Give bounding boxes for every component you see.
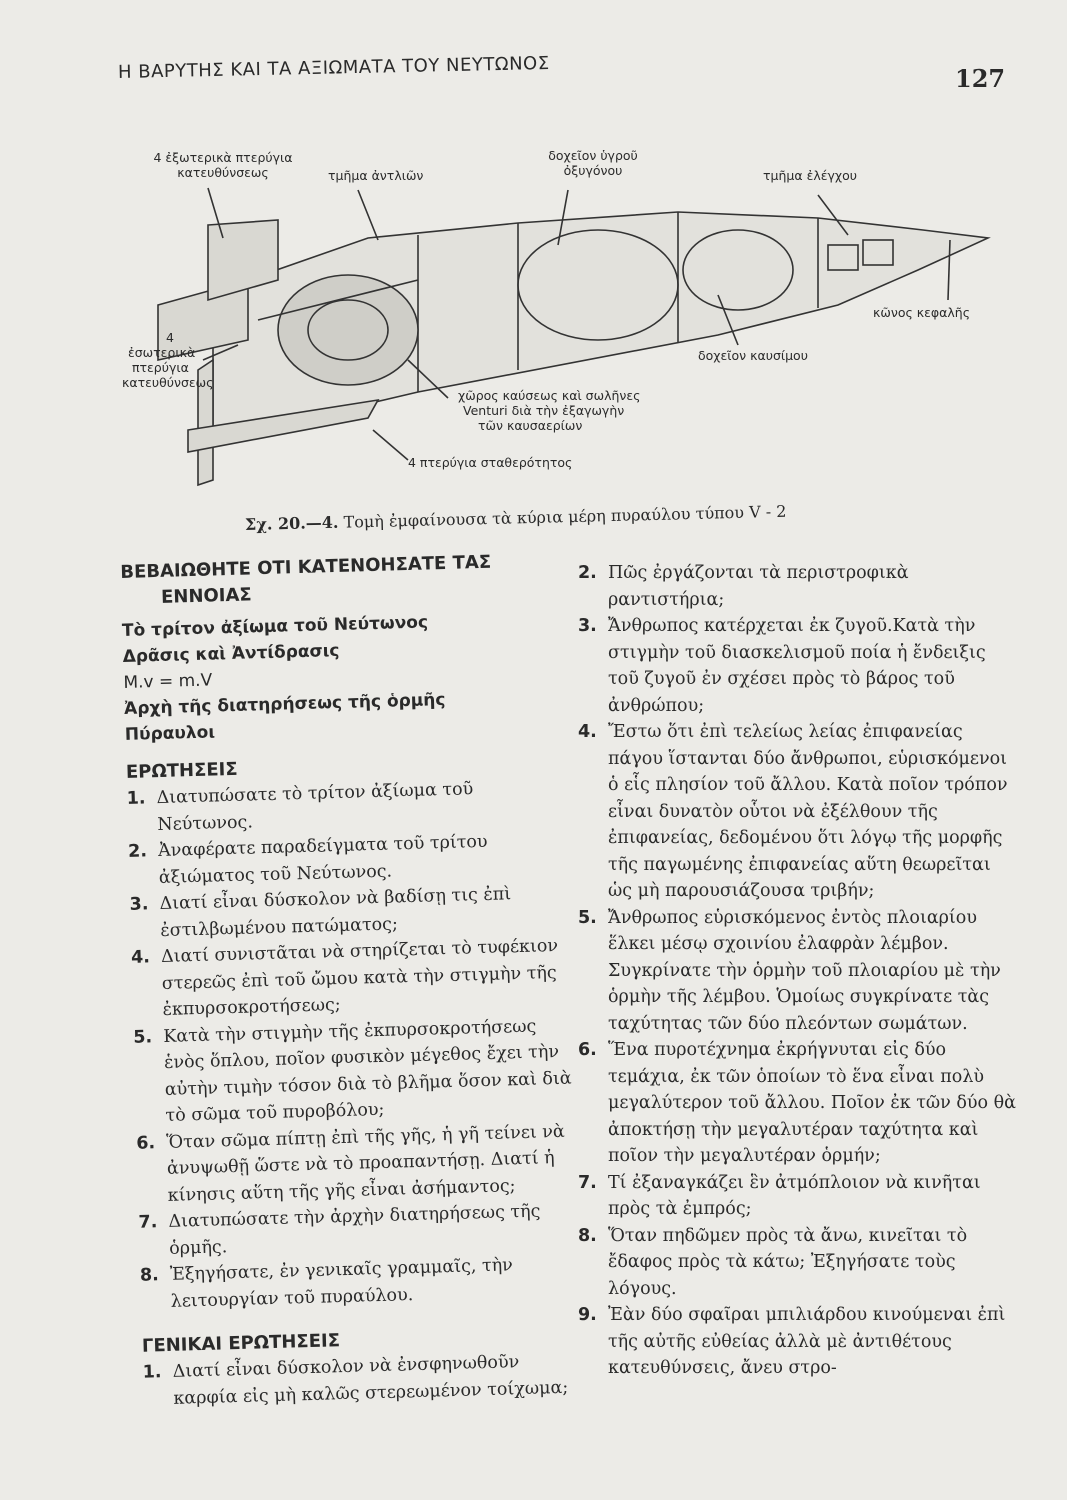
question-number: 1. bbox=[126, 788, 146, 809]
concept-item: Δρᾶσις καὶ Ἀντίδρασις bbox=[122, 640, 340, 667]
general-question-item bbox=[578, 1037, 1018, 1170]
question-item bbox=[133, 1012, 576, 1130]
left-column bbox=[120, 548, 584, 1413]
question-number: 3. bbox=[578, 616, 597, 636]
question-number: 6. bbox=[136, 1132, 156, 1154]
question-text: Ἕνα πυροτέχνημα ἐκρήγνυται εἰς δύο τεμάχια, ἐκ τῶν ὁποίων τὸ ἕνα εἶναι πολὺ μεγαλύτερον τοῦ ἄλλου. Ποῖον ἐκ τῶν δύο θὰ ἀποκτήσῃ τὴν μεγαλυτέραν ταχύτητα καὶ ποῖον τὴν μεγαλυτέραν ὁρμήν; bbox=[608, 1040, 1017, 1166]
concepts-title-line2: ΕΝΝΟΙΑΣ bbox=[160, 584, 252, 608]
question-text: Διατί συνιστᾶται νὰ στηρίζεται τὸ τυφέκιον στερεῶς ἐπὶ τοῦ ὤμου κατὰ τὴν στιγμὴν τῆς ἐκπυρσοκροτήσεως; bbox=[160, 935, 559, 1020]
label-control-section: τμῆμα ἐλέγχου bbox=[763, 168, 857, 183]
question-text: Τί ἐξαναγκάζει ἓν ἀτμόπλοιον νὰ κινῆται πρὸς τὰ ἐμπρός; bbox=[608, 1172, 981, 1219]
question-text: Ἄνθρωπος εὑρισκόμενος ἐντὸς πλοιαρίου ἕλκει μέσῳ σχοινίου ἐλαφρὰν λέμβον. Συγκρίνατε τὴν ὁρμὴν τοῦ πλοιαρίου μὲ τὴν ὁρμὴν τῆς λέμβου. Ὁμοίως συγκρίνατε τὰς ταχύτητας τῶν δύο πλεόντων σωμάτων. bbox=[608, 907, 1001, 1034]
question-number: 7. bbox=[578, 1172, 597, 1193]
question-number: 2. bbox=[578, 563, 597, 583]
label-internal-fins-4: κατευθύνσεως bbox=[122, 375, 214, 390]
general-question-item bbox=[578, 1223, 1018, 1303]
label-internal-fins-3: πτερύγια bbox=[132, 360, 189, 375]
question-text: Ὅταν σῶμα πίπτῃ ἐπὶ τῆς γῆς, ἡ γῆ τείνει νὰ ἀνυψωθῇ ὥστε νὰ τὸ προαπαντήσῃ. Διατί ἡ κίνησις αὕτη τῆς γῆς εἶναι ἀσήμαντος; bbox=[166, 1121, 566, 1206]
label-nose-cone: κῶνος κεφαλῆς bbox=[873, 305, 971, 320]
label-internal-fins-2: ἐσωτερικὰ bbox=[128, 345, 196, 360]
question-number: 2. bbox=[127, 841, 148, 862]
rocket-diagram bbox=[118, 130, 998, 500]
question-number: 6. bbox=[578, 1040, 597, 1060]
question-text: Ἄνθρωπος κατέρχεται ἐκ ζυγοῦ.Κατὰ τὴν στιγμὴν τοῦ διασκελισμοῦ ποία ἡ ἔνδειξις τοῦ ζυγοῦ ἐν σχέσει πρὸς τὸ βάρος τοῦ ἀνθρώπου; bbox=[608, 616, 986, 716]
general-question-item bbox=[578, 560, 1018, 613]
general-question-item bbox=[578, 1170, 1018, 1223]
question-number: 4. bbox=[130, 947, 151, 968]
question-number: 4. bbox=[578, 722, 597, 742]
concept-item: Τὸ τρίτον ἀξίωμα τοῦ Νεύτωνος bbox=[121, 612, 429, 641]
figure-caption-text: Τομὴ ἐμφαίνουσα τὰ κύρια μέρη πυραύλου τύπου V - 2 bbox=[343, 501, 787, 532]
label-internal-fins-1: 4 bbox=[166, 330, 174, 345]
question-number: 5. bbox=[578, 907, 597, 928]
page-number: 127 bbox=[955, 64, 1006, 93]
page-header-title: Η ΒΑΡΥΤΗΣ ΚΑΙ ΤΑ ΑΞΙΩΜΑΤΑ ΤΟΥ ΝΕΥΤΩΝΟΣ bbox=[117, 52, 550, 83]
question-text: Ἐξηγήσατε, ἐν γενικαῖς γραμμαῖς, τὴν λειτουργίαν τοῦ πυραύλου. bbox=[169, 1255, 514, 1312]
question-text: Πῶς ἐργάζονται τὰ περιστροφικὰ ραντιστήρια; bbox=[608, 563, 909, 610]
question-number: 5. bbox=[133, 1026, 153, 1048]
label-external-fins: 4 ἐξωτερικὰ πτερύγια κατευθύνσεως bbox=[153, 150, 293, 180]
concepts-title-line1: ΒΕΒΑΙΩΘΗΤΕ ΟΤΙ ΚΑΤΕΝΟΗΣΑΤΕ ΤΑΣ bbox=[120, 551, 492, 583]
concept-item: Πύραυλοι bbox=[124, 722, 216, 745]
question-item bbox=[131, 933, 573, 1025]
label-stabilizer-fins: 4 πτερύγια σταθερότητος bbox=[408, 455, 573, 470]
question-text: Διατυπώσατε τὸ τρίτον ἀξίωμα τοῦ Νεύτωνος. bbox=[156, 779, 474, 835]
general-question-item bbox=[578, 1302, 1018, 1382]
question-number: 1. bbox=[142, 1362, 162, 1383]
question-text: Ἔστω ὅτι ἐπὶ τελείως λείας ἐπιφανείας πάγου ἵστανται δύο ἄνθρωποι, εὑρισκόμενοι ὁ εἷς πλησίον τοῦ ἄλλου. Κατὰ ποῖον τρόπον εἶναι δυνατὸν οὗτοι νὰ ἐξέλθουν τῆς ἐπιφανείας, δεδομένου ὅτι λόγῳ τῆς μορφῆς τῆς παγωμένης ἐπιφανείας αὕτη θεωρεῖται ὡς μὴ παρουσιάζουσα τριβήν; bbox=[608, 722, 1008, 901]
question-number: 8. bbox=[578, 1225, 597, 1246]
questions-title: ΕΡΩΤΗΣΕΙΣ bbox=[125, 758, 238, 783]
question-text: Κατὰ τὴν στιγμὴν τῆς ἐκπυρσοκροτήσεως ἑνὸς ὅπλου, ποῖον φυσικὸν μέγεθος ἔχει τὴν αὐτὴν τιμὴν τόσον διὰ τὸ βλῆμα ὅσον καὶ διὰ τὸ σῶμα τοῦ πυροβόλου; bbox=[163, 1016, 572, 1126]
figure-caption-number: Σχ. 20.—4. bbox=[244, 512, 339, 534]
question-text: Διατυπώσατε τὴν ἀρχὴν διατηρήσεως τῆς ὁρμῆς. bbox=[168, 1201, 541, 1259]
question-text: Ὅταν πηδῶμεν πρὸς τὰ ἄνω, κινεῖται τὸ ἔδαφος πρὸς τὰ κάτω; Ἐξηγήσατε τοὺς λόγους. bbox=[608, 1225, 968, 1299]
general-question-item bbox=[578, 719, 1018, 905]
question-text: Ἀναφέρατε παραδείγματα τοῦ τρίτου ἀξιώματος τοῦ Νεύτωνος. bbox=[157, 831, 488, 888]
rocket-cutaway-drawing bbox=[118, 130, 998, 500]
question-number: 7. bbox=[138, 1212, 158, 1233]
question-item bbox=[136, 1118, 578, 1210]
general-question-item bbox=[578, 905, 1018, 1038]
general-questions-title: ΓΕΝΙΚΑΙ ΕΡΩΤΗΣΕΙΣ bbox=[141, 1330, 341, 1357]
question-text: Διατί εἶναι δύσκολον νὰ βαδίσῃ τις ἐπὶ ἐστιλβωμένου πατώματος; bbox=[159, 884, 512, 941]
label-oxygen-tank: δοχεῖον ὑγροῦ ὀξυγόνου bbox=[548, 148, 638, 178]
question-text: Ἐὰν δύο σφαῖραι μπιλιάρδου κινούμεναι ἐπὶ τῆς αὐτῆς εὐθείας ἀλλὰ μὲ ἀντιθέτους κατευθύνσεις, ἄνευ στρο- bbox=[608, 1305, 1006, 1378]
figure-caption bbox=[245, 502, 787, 534]
right-column bbox=[578, 560, 1018, 1382]
question-text: Διατί εἶναι δύσκολον νὰ ἐνσφηνωθοῦν καρφία εἰς μὴ καλῶς στερεωμένον τοίχωμα; bbox=[172, 1352, 569, 1409]
label-combustion-3: τῶν καυσαερίων bbox=[478, 418, 583, 433]
general-question-item bbox=[142, 1347, 583, 1412]
question-number: 9. bbox=[578, 1305, 597, 1325]
concept-item: M.v = m.V bbox=[123, 670, 213, 693]
question-number: 3. bbox=[129, 894, 149, 915]
label-fuel-tank: δοχεῖον καυσίμου bbox=[698, 348, 808, 363]
concept-item: Ἀρχὴ τῆς διατηρήσεως τῆς ὁρμῆς bbox=[123, 689, 446, 719]
label-combustion-1: χῶρος καύσεως καὶ σωλῆνες bbox=[458, 388, 641, 403]
label-pump-section: τμῆμα ἀντλιῶν bbox=[328, 168, 424, 183]
label-combustion-2: Venturi διὰ τὴν ἐξαγωγὴν bbox=[463, 403, 625, 418]
general-question-item bbox=[578, 613, 1018, 719]
question-number: 8. bbox=[139, 1265, 160, 1286]
